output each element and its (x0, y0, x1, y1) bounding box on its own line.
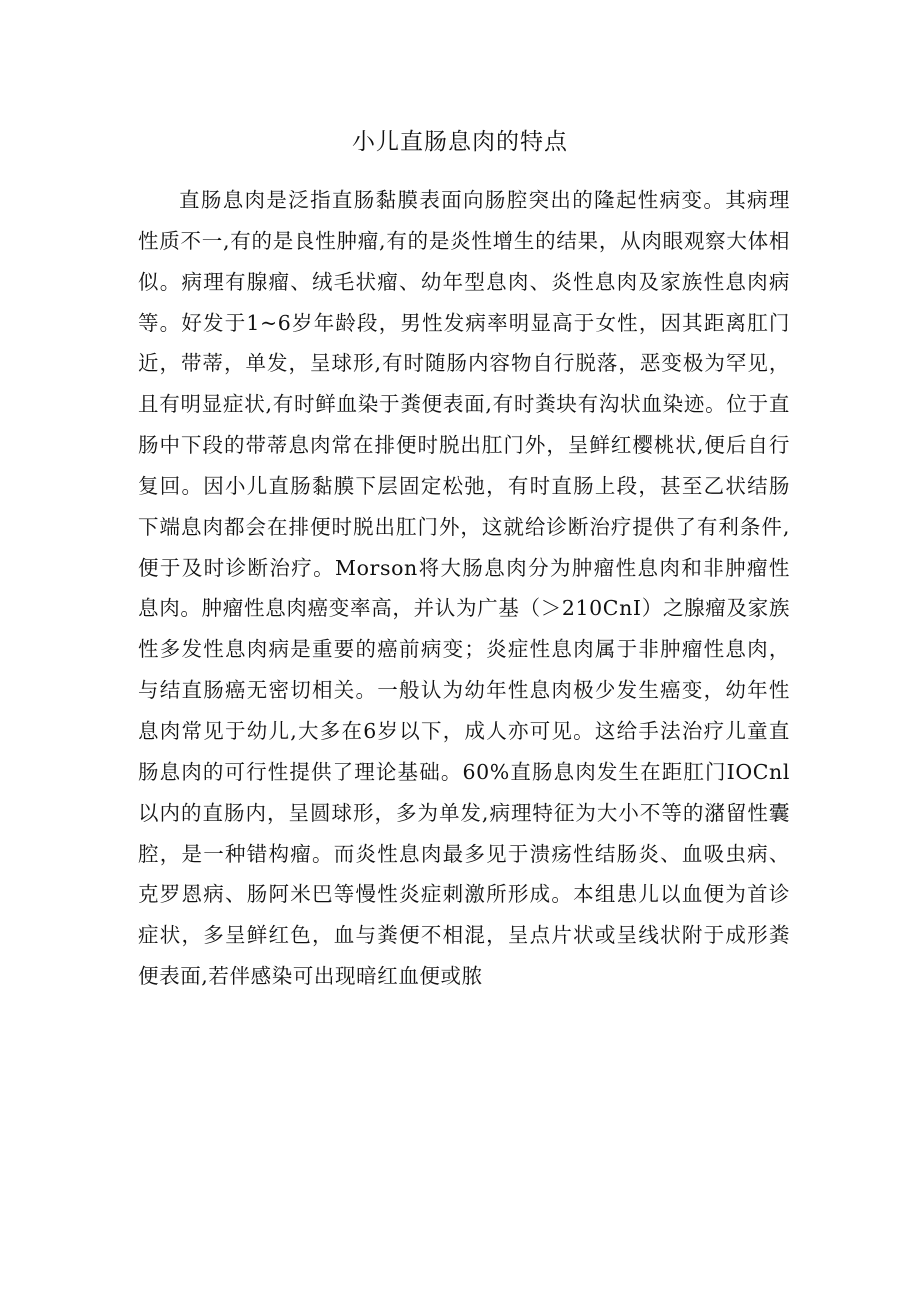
body-paragraph: 直肠息肉是泛指直肠黏膜表面向肠腔突出的隆起性病变。其病理性质不一,有的是良性肿瘤,有的是炎性增生的结果，从肉眼观察大体相似。病理有腺瘤、绒毛状瘤、幼年型息肉、炎性息肉及家族性息肉病等。好发于1~6岁年龄段，男性发病率明显高于女性，因其距离肛门近，带蒂，单发，呈球形,有时随肠内容物自行脱落，恶变极为罕见，且有明显症状,有时鲜血染于粪便表面,有时粪块有沟状血染迹。位于直肠中下段的带蒂息肉常在排便时脱出肛门外，呈鲜红樱桃状,便后自行复回。因小儿直肠黏膜下层固定松弛，有时直肠上段，甚至乙状结肠下端息肉都会在排便时脱出肛门外，这就给诊断治疗提供了有利条件,便于及时诊断治疗。Morson将大肠息肉分为肿瘤性息肉和非肿瘤性息肉。肿瘤性息肉癌变率高，并认为广基（＞210CnI）之腺瘤及家族性多发性息肉病是重要的癌前病变；炎症性息肉属于非肿瘤性息肉，与结直肠癌无密切相关。一般认为幼年性息肉极少发生癌变，幼年性息肉常见于幼儿,大多在6岁以下，成人亦可见。这给手法治疗儿童直肠息肉的可行性提供了理论基础。60%直肠息肉发生在距肛门IOCnl以内的直肠内，呈圆球形，多为单发,病理特征为大小不等的潴留性囊腔，是一种错构瘤。而炎性息肉最多见于溃疡性结肠炎、血吸虫病、克罗恩病、肠阿米巴等慢性炎症刺激所形成。本组患儿以血便为首诊症状，多呈鲜红色，血与粪便不相混，呈点片状或呈线状附于成形粪便表面,若伴感染可出现暗红血便或脓 (138, 188, 790, 989)
document-title: 小儿直肠息肉的特点 (352, 129, 568, 155)
